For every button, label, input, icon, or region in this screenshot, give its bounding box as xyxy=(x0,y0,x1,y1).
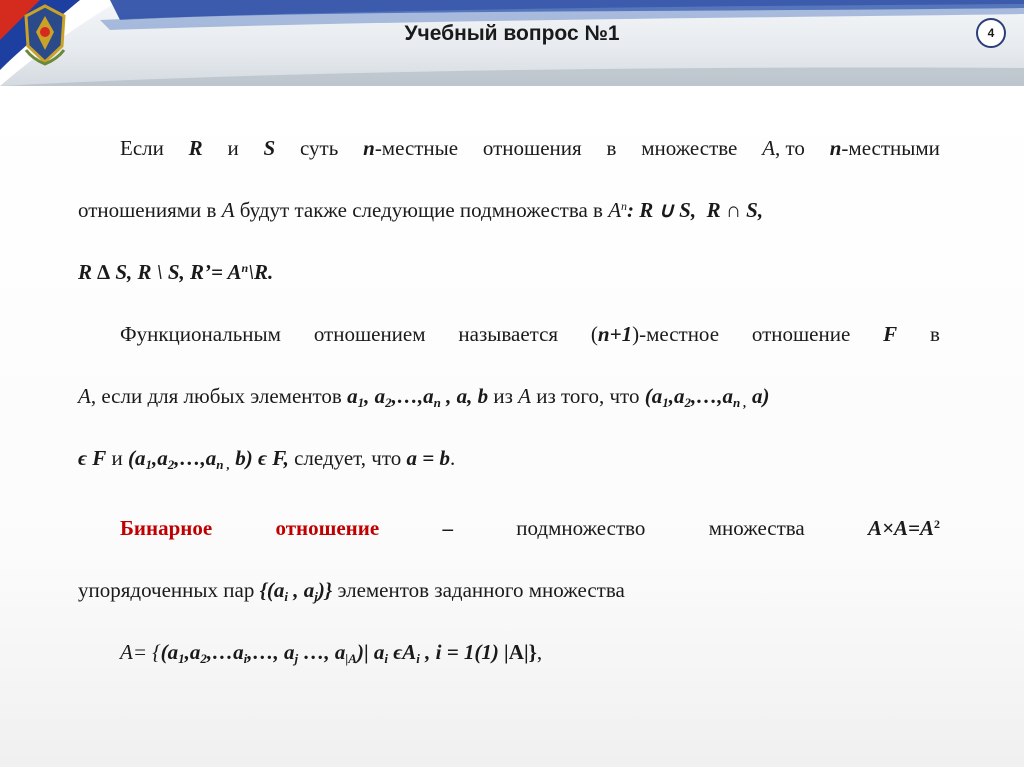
subscript: 1 xyxy=(145,457,153,472)
text-run: будут также следующие подмножества в xyxy=(234,198,609,222)
text-run: A= { xyxy=(120,640,161,664)
text-run: и xyxy=(106,446,129,470)
paragraph-2-line-3 xyxy=(78,446,940,476)
text-run: A xyxy=(78,384,91,408)
text-run: , то xyxy=(775,136,805,160)
subscript: n , xyxy=(216,457,231,472)
text-run: | xyxy=(363,640,374,664)
text-group xyxy=(830,136,940,161)
text-run: )-местное xyxy=(632,322,720,346)
text-run: ,…,a xyxy=(174,446,217,470)
subscript: |A xyxy=(345,651,357,666)
text-run: упорядоченных пар xyxy=(78,578,260,602)
paragraph-1-line-2 xyxy=(78,198,940,228)
text-run: из xyxy=(488,384,519,408)
text-run: ,…, xyxy=(391,384,424,408)
paragraph-1-line-3 xyxy=(78,260,940,290)
text-run: A×A=A xyxy=(868,516,934,540)
page-number-badge: 4 xyxy=(976,18,1006,48)
text-run: ,…a xyxy=(206,640,244,664)
text-run: , a, b xyxy=(440,384,489,408)
subscript: n , xyxy=(732,395,747,410)
text-group xyxy=(363,136,458,161)
paragraph-2-line-2 xyxy=(78,384,940,414)
term-highlight: отношение xyxy=(275,516,380,540)
subscript: i xyxy=(284,589,289,604)
superscript: 2 xyxy=(933,517,940,531)
text-run: A xyxy=(762,136,776,160)
text-run: ( xyxy=(590,322,598,346)
text-run: отношения xyxy=(482,136,582,160)
text-run: R xyxy=(188,136,203,160)
subscript: 1 xyxy=(662,395,669,410)
text-run: a xyxy=(347,384,358,408)
paragraph-1-line-1 xyxy=(120,136,940,166)
paragraph-2-line-1 xyxy=(120,322,940,352)
text-run: n xyxy=(363,136,375,160)
text-run: и xyxy=(227,136,239,160)
text-run: отношениями в xyxy=(78,198,222,222)
text-run: a) xyxy=(746,384,770,408)
text-run: ϵ F xyxy=(78,446,107,470)
text-run: a xyxy=(374,384,386,408)
text-run: A xyxy=(508,640,524,664)
text-run: a xyxy=(373,640,385,664)
superscript: n xyxy=(241,261,249,275)
text-group xyxy=(762,136,805,161)
text-run: (a xyxy=(160,640,179,664)
text-run: множестве xyxy=(641,136,738,160)
text-run: {(a xyxy=(259,578,285,602)
subscript: 2 xyxy=(167,457,175,472)
text-run: Функциональным xyxy=(120,322,281,346)
text-run: следует, что xyxy=(288,446,407,470)
text-run: b) ϵ F, xyxy=(230,446,289,470)
text-run: n+1 xyxy=(597,322,633,346)
paragraph-3-line-2 xyxy=(78,578,940,608)
text-run: отношение xyxy=(751,322,851,346)
term-highlight: Бинарное xyxy=(120,516,213,540)
text-run: A xyxy=(518,384,531,408)
text-run: (a xyxy=(128,446,146,470)
text-run: S xyxy=(263,136,276,160)
text-run: R ∆ S, R \ S, R’= A xyxy=(78,260,242,284)
text-run: A xyxy=(608,198,622,222)
text-run: , xyxy=(536,640,543,664)
text-run: , a xyxy=(288,578,315,602)
text-run: ) xyxy=(356,640,364,664)
subscript: 2 xyxy=(684,395,691,410)
text-run: (a xyxy=(644,384,663,408)
text-run: из того, что xyxy=(530,384,645,408)
paragraph-3-line-3 xyxy=(120,640,982,670)
text-run: в xyxy=(930,322,940,346)
text-run: в xyxy=(606,136,617,160)
text-run: Если xyxy=(120,136,164,160)
slide-header xyxy=(0,0,1024,87)
text-run: F xyxy=(883,322,898,346)
text-run: )} xyxy=(317,578,333,602)
text-run: , если для любых элементов xyxy=(90,384,348,408)
subscript: 1 xyxy=(357,395,365,410)
subscript: j xyxy=(314,589,318,604)
text-run: \R. xyxy=(248,260,274,284)
text-run: ,a xyxy=(152,446,168,470)
text-run: n xyxy=(829,136,842,160)
subscript: j xyxy=(294,651,299,666)
subscript: 2 xyxy=(385,395,392,410)
text-run: …, a xyxy=(298,640,346,664)
text-group xyxy=(591,322,719,347)
subscript: 1 xyxy=(178,651,185,666)
text-run: ϵA xyxy=(387,640,417,664)
text-run: – xyxy=(442,516,453,540)
text-run: : R ∪ S, R ∩ S, xyxy=(627,198,764,222)
paragraph-3-line-1 xyxy=(120,516,940,546)
subscript: i xyxy=(243,651,248,666)
text-run: a = b xyxy=(406,446,450,470)
text-run: , xyxy=(364,384,375,408)
subscript: n xyxy=(433,395,441,410)
slide-title: Учебный вопрос №1 xyxy=(404,22,620,45)
subscript: 2 xyxy=(200,651,207,666)
text-run: отношением xyxy=(313,322,426,346)
subscript: i xyxy=(416,651,420,666)
superscript: n xyxy=(621,199,628,213)
text-run: -местными xyxy=(841,136,940,160)
text-run: элементов заданного множества xyxy=(332,578,625,602)
text-run: ,…, a xyxy=(247,640,295,664)
subscript: i xyxy=(384,651,388,666)
text-group xyxy=(868,516,940,541)
text-run: суть xyxy=(300,136,339,160)
text-run: подмножество xyxy=(516,516,646,540)
text-run: . xyxy=(449,446,456,470)
text-run: A xyxy=(221,198,235,222)
text-run: |} xyxy=(523,640,537,664)
text-run: множества xyxy=(708,516,805,540)
text-run: ,…,a xyxy=(690,384,733,408)
text-run: a xyxy=(423,384,434,408)
text-run: , i = 1(1) | xyxy=(419,640,509,664)
text-run: ,a xyxy=(668,384,685,408)
text-run: -местные xyxy=(374,136,459,160)
text-run: называется xyxy=(458,322,559,346)
text-run: ,a xyxy=(184,640,201,664)
